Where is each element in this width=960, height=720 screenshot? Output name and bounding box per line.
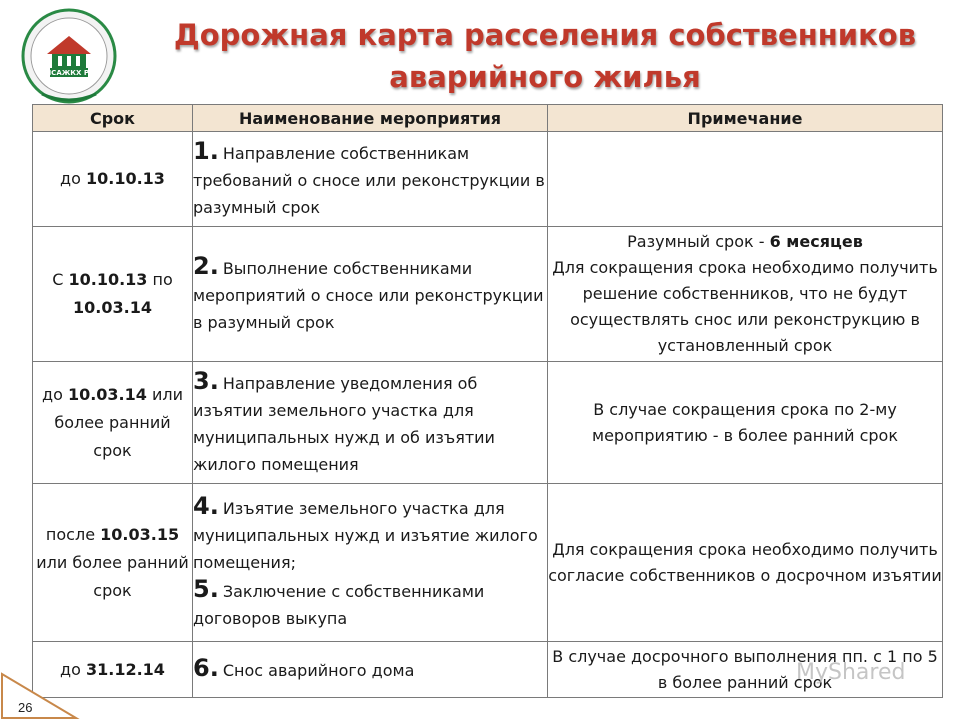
title-line-1: Дорожная карта расселения собственников [173,18,917,52]
term-date: 10.10.13 [85,169,165,188]
header-event: Наименование мероприятия [193,105,548,132]
note-cell [548,132,943,227]
table-header-row [33,105,943,132]
header-term: Срок [33,105,193,132]
term-prefix: С [52,270,69,289]
term-date-end: 10.03.14 [73,298,152,317]
logo-text: МСАЖКХ РТ [44,69,94,77]
event-number-secondary: 5. [193,575,219,603]
title-line-2: аварийного жилья [389,60,701,94]
event-number: 3. [193,366,219,395]
logo-emblem [14,8,124,108]
note-text: В случае досрочного выполнения пп. с 1 по 5 в более ранний срок [552,646,938,692]
term-cell [33,362,193,484]
term-rest: или более ранний срок [54,384,183,460]
page-number: 26 [18,700,33,715]
event-cell [193,642,548,698]
note-cell [548,484,943,642]
note-cell [548,227,943,362]
table-row [33,227,943,362]
roadmap-table [32,104,943,698]
event-cell [193,362,548,484]
organization-logo [14,8,124,108]
term-date: 10.03.14 [67,384,147,404]
event-text: Направление уведомления об изъятии земельного участка для муниципальных нужд и об изъятии жилого помещения [193,373,495,474]
event-text: Снос аварийного дома [222,661,415,680]
note-text: В случае сокращения срока по 2-му мероприятию - в более ранний срок [592,399,898,445]
page-corner-marker [0,668,80,720]
term-prefix: до [42,384,68,404]
term-date: 10.03.15 [100,524,180,544]
event-text: Направление собственникам требований о сносе или реконструкции в разумный срок [193,143,545,217]
term-cell [33,484,193,642]
event-text-secondary: Заключение с собственниками договоров выкупа [193,582,485,628]
watermark: MyShared [796,660,906,685]
note-duration: 6 месяцев [769,232,863,251]
table-row [33,132,943,227]
event-cell [193,484,548,642]
note-detail: Для сокращения срока необходимо получить решение собственников, что не будут осуществлять снос или реконструкцию в установленный срок [552,258,938,355]
term-date: 31.12.14 [85,659,165,679]
event-cell [193,227,548,362]
term-prefix: после [45,524,101,544]
event-number: 2. [193,251,219,280]
note-text: Для сокращения срока необходимо получить согласие собственников о досрочном изъятии [548,539,942,585]
event-cell [193,132,548,227]
event-number: 6. [193,654,219,682]
term-prefix: до [60,169,86,188]
note-text: Разумный срок - [627,232,770,251]
note-cell [548,362,943,484]
term-prefix: до [60,659,86,679]
table-row [33,362,943,484]
header-note: Примечание [548,105,943,132]
table-row [33,484,943,642]
term-mid: по [147,270,173,289]
event-text: Изъятие земельного участка для муниципальных нужд и изъятие жилого помещения; [193,499,538,572]
page-title [150,14,940,98]
event-number: 1. [193,136,219,165]
event-text: Выполнение собственниками мероприятий о сносе или реконструкции в разумный срок [193,258,544,332]
term-rest: или более ранний срок [36,552,189,600]
event-number: 4. [193,492,219,520]
term-date-start: 10.10.13 [68,270,148,289]
term-cell [33,132,193,227]
term-cell [33,227,193,362]
